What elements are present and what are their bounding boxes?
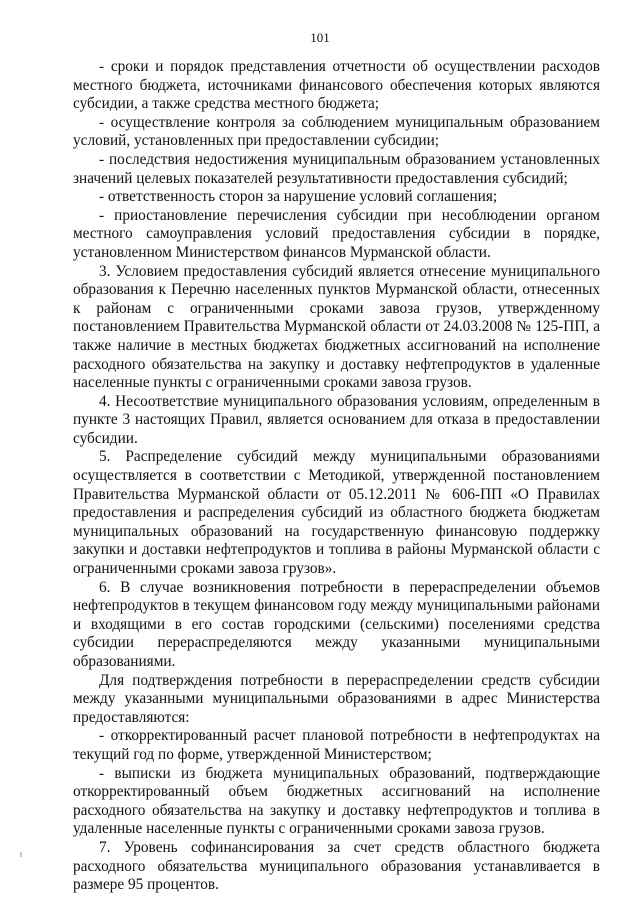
paragraph-clause-6: 6. В случае возникновения потребности в перераспределении объемов нефтепродуктов в текущем финансовом году между муниципальными районами и входящими в его состав городскими (сельскими) поселениями средства субсидии перераспределяются между указанными муниципальными образованиями. <box>73 578 600 670</box>
paragraph-adjusted-calculation: - откорректированный расчет плановой потребности в нефтепродуктах на текущий год по форме, утвержденной Министерством; <box>73 727 600 763</box>
paragraph-clause-5: 5. Распределение субсидий между муниципальными образованиями осуществляется в соответствии с Методикой, утвержденной постановлением Правительства Мурманской области от 05.12.2011 № 606-ПП «О Правилах предоставления и распределения субсидий из областного бюджета бюджетам муниципальных образований на государственную финансовую поддержку закупки и доставки нефтепродуктов и топлива в районы Мурманской области с ограниченными сроками завоза грузов». <box>73 448 600 578</box>
paragraph-liability: - ответственность сторон за нарушение условий соглашения; <box>99 188 498 206</box>
paragraph-control: - осуществление контроля за соблюдением муниципальным образованием условий, установленных при предоставлении субсидии; <box>73 113 600 150</box>
paragraph-confirmation: Для подтверждения потребности в перераспределении средств субсидии между указанными муниципальными образованиями в адрес Министерства предоставляются: <box>73 671 600 726</box>
paragraph-budget-extracts: - выписки из бюджета муниципальных образований, подтверждающие откорректированный объем бюджетных ассигнований на исполнение расходного обязательства на закупку и доставку нефтепродуктов и топлива в удаленные населенные пункты с ограниченными сроками завоза грузов. <box>73 764 600 838</box>
scan-artifact <box>20 852 22 857</box>
paragraph-consequences: - последствия недостижения муниципальным образованием установленных значений целевых показателей результативности предоставления субсидий; <box>73 150 600 187</box>
paragraph-reporting-terms: - сроки и порядок представления отчетности об осуществлении расходов местного бюджета, источниками финансового обеспечения которых являются субсидии, а также средства местного бюджета; <box>73 58 600 113</box>
paragraph-clause-3: 3. Условием предоставления субсидий является отнесение муниципального образования к Перечню населенных пунктов Мурманской области, отнесенных к районам с ограниченными сроками завоза грузов, утвержденному постановлением Правительства Мурманской области от 24.03.2008 № 125-ПП, а также наличие в местных бюджетах бюджетных ассигнований на исполнение расходного обязательства на закупку и доставку нефтепродуктов в удаленные населенные пункты с ограниченными сроками завоза грузов. <box>73 262 600 392</box>
paragraph-clause-4: 4. Несоответствие муниципального образования условиям, определенным в пункте 3 настоящих Правил, является основанием для отказа в предоставлении субсидии. <box>73 392 600 447</box>
paragraph-suspension: - приостановление перечисления субсидии при несоблюдении органом местного самоуправления условий предоставления субсидии в порядке, установленном Министерством финансов Мурманской области. <box>73 206 600 261</box>
paragraph-clause-7: 7. Уровень софинансирования за счет средств областного бюджета расходного обязательства муниципального образования устанавливается в размере 95 процентов. <box>73 838 600 894</box>
document-body <box>73 58 600 895</box>
page-number: 101 <box>310 30 330 45</box>
